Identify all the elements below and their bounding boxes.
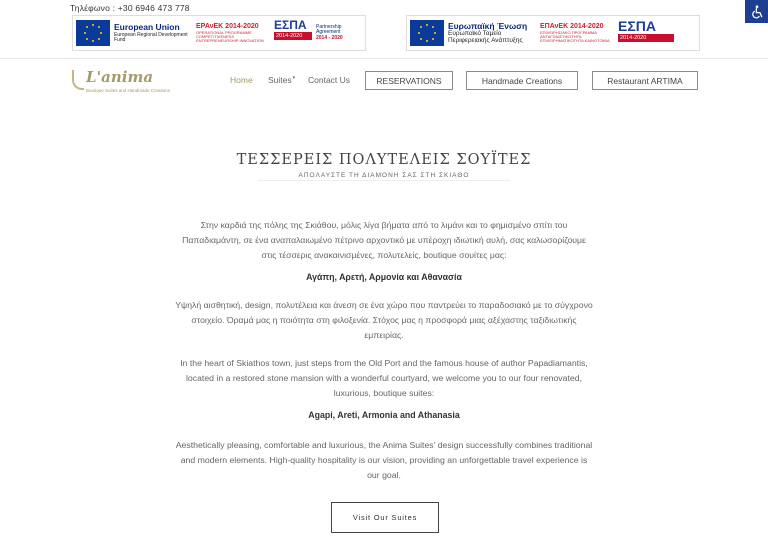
intro-paragraph-gr: Στην καρδιά της πόλης της Σκιάθου, μόλις λίγα βήματα από το λιμάνι και το φημισμένο σπίτι του Παπαδιαμάντη, σε ένα αναπαλαιωμένο πέτρινο αρχοντικό με υπέροχη ιδιωτική αυλή, σας καλωσορίζουμε στις τέσσερις ανακαινισμένες, πολυτελείς, boutique σουίτες μας:: [182, 220, 586, 260]
reservations-button[interactable]: RESERVATIONS: [365, 71, 453, 90]
espa-logo: ΕΣΠΑ 2014-2020: [618, 19, 678, 47]
logo-tagline: Boutique Suites and Handmade Creations: [86, 88, 171, 93]
visit-suites-button[interactable]: Visit Our Suites: [331, 502, 439, 533]
description-paragraph-gr: Υψηλή αισθητική, design, πολυτέλεια και άνεση σε ένα χώρο που παντρεύει το παραδοσιακό με το σύγχρονο στοιχείο. Όραμά μας η ποιότητα στη φιλοξενία. Στόχος μας η προσφορά μιας αξέχαστης ταξιδιωτικής εμπειρίας.: [175, 300, 593, 340]
nav-suites-label: Suites: [268, 75, 292, 85]
restaurant-artima-button[interactable]: Restaurant ARTIMA: [592, 71, 698, 90]
main-nav: [0, 59, 768, 105]
title-divider: [258, 180, 510, 181]
epanek-logo: ΕΡΑνΕΚ 2014-2020 OPERATIONAL PROGRAMME COMPETITIVENESS ENTREPRENEURSHIP INNOVATION: [196, 23, 264, 43]
nav-home[interactable]: Home: [230, 75, 253, 85]
accessibility-button[interactable]: [745, 0, 768, 23]
suites-names-gr: Αγάπη, Αρετή, Αρμονία και Αθανασία: [306, 272, 462, 282]
top-bar: [0, 0, 768, 59]
nav-contact[interactable]: Contact Us: [308, 75, 351, 85]
eu-label: Ευρωπαϊκή Ένωση Ευρωπαϊκό Ταμείο Περιφερειακής Ανάπτυξης: [448, 20, 528, 44]
nav-suites[interactable]: [268, 75, 295, 85]
eu-flag-icon: [76, 20, 110, 46]
funding-banner-gr: [406, 15, 700, 51]
intro-paragraph-en: In the heart of Skiathos town, just steps from the Old Port and the famous house of author Papadiamantis, located in a restored stone mansion with a wonderful courtyard, we welcome you to our four renovated, luxurious, boutique suites:: [180, 358, 588, 398]
description-paragraph-en: Aesthetically pleasing, comfortable and luxurious, the Anima Suites' design successfully combines traditional and modern elements. High-quality hospitality is our vision, providing an unforgettable travel experience is our goal.: [175, 440, 593, 480]
chevron-down-icon: ▾: [292, 75, 296, 81]
handmade-creations-button[interactable]: Handmade Creations: [466, 71, 578, 90]
eu-flag-icon: [410, 20, 444, 46]
phone-number[interactable]: Τηλέφωνο : +30 6946 473 778: [70, 3, 190, 13]
page-title: ΤΕΣΣΕΡΕΙΣ ΠΟΛΥΤΕΛΕΙΣ ΣΟΥΪΤΕΣ: [236, 152, 532, 168]
suites-names-en: Agapi, Areti, Armonia and Athanasia: [308, 410, 460, 420]
site-logo[interactable]: [72, 70, 172, 93]
epanek-logo: ΕΠΑνΕΚ 2014-2020 ΕΠΙΧΕΙΡΗΣΙΑΚΟ ΠΡΟΓΡΑΜΜΑ ΑΝΤΑΓΩΝΙΣΤΙΚΟΤΗΤΑ ΕΠΙΧΕΙΡΗΜΑΤΙΚΟΤΗΤΑ ΚΑΙΝΟΤΟΜΙΑ: [540, 23, 610, 43]
logo-name: L'anima: [72, 70, 172, 85]
eu-label: European Union European Regional Development Fund: [114, 22, 188, 43]
page-subtitle: ΑΠΟΛΑΥΣΤΕ ΤΗ ΔΙΑΜΟΝΗ ΣΑΣ ΣΤΗ ΣΚΙΑΘΟ: [298, 172, 470, 179]
funding-banner-en: [72, 15, 366, 51]
espa-logo: ΕΣΠΑ 2014-2020 Partnership Agreement 2014 - 2020: [274, 18, 343, 41]
wheelchair-icon: [750, 5, 764, 19]
